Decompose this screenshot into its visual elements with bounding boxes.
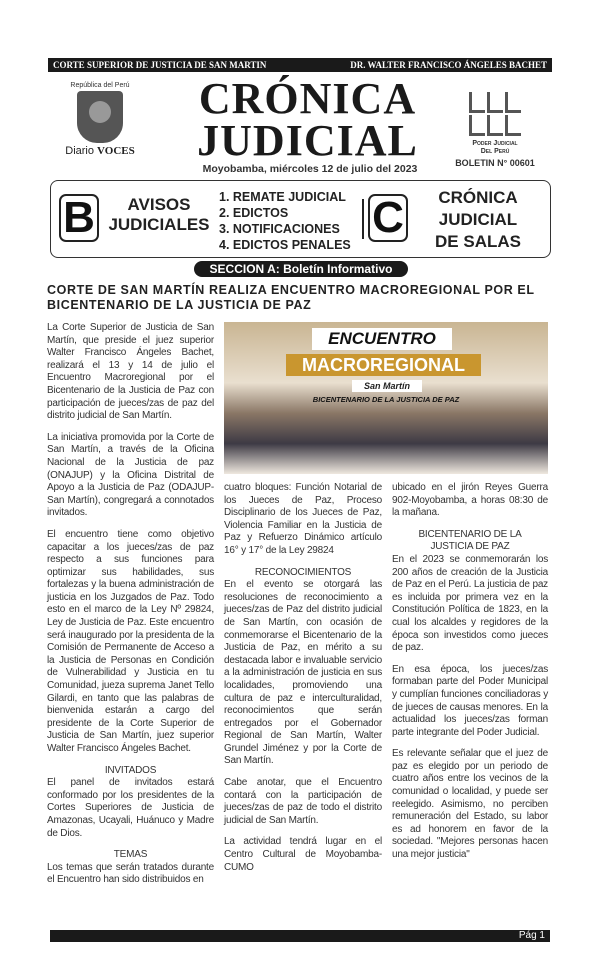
salas-line-3: DE SALAS — [435, 232, 521, 251]
coat-of-arms-icon — [77, 91, 123, 143]
paragraph: ubicado en el jirón Reyes Guerra 902-Moyobamba, a horas 08:30 de la mañana. — [392, 482, 548, 519]
pj-name — [455, 140, 535, 156]
article-column-2 — [224, 482, 382, 883]
title-line-1: CRÓNICA — [198, 74, 417, 123]
avisos-line: AVISOS — [127, 195, 191, 214]
salas-line-1: CRÓNICA — [438, 188, 518, 207]
paragraph: El encuentro tiene como objetivo capacitar a los jueces/zas de paz respecto a sus funciones para optimizar sus habilidades, sus fortalezas y la buena administración de justicia en los Juzgados de Paz. Todo esto en el marco de la Ley Nº 29824, Ley de Justicia de Paz. Este encuentro será inaugurado por la presidenta de la Comisión de Permanente de Acceso a la Justicia de Personas en Condición de Vulnerabilidad y Justicia en tu Comunidad, jueza suprema Janet Tello Gilardi, en tanto que las palabras de bienvenida estarán a cargo del presidente de la Corte Superior de Justicia de San Martín, juez superior Walter Francisco Ángeles Bachet. — [47, 528, 214, 754]
voces-label: VOCES — [97, 145, 135, 157]
article-headline: CORTE DE SAN MARTÍN REALIZA ENCUENTRO MACROREGIONAL POR EL BICENTENARIO DE LA JUSTICIA DE PAZ — [47, 283, 535, 312]
photo-caption: BICENTENARIO DE LA JUSTICIA DE PAZ — [312, 395, 460, 404]
paragraph: Es relevante señalar que el juez de paz es elegido por un periodo de cuatro años entre los vecinos de la comunidad o localidad, y puede ser reelegido. Asimismo, no perciben remuneración del Estado, su labor es ad honorem en favor de la sociedad. "Mejores personas hacen una mejor justicia" — [392, 748, 548, 861]
paragraph: La Corte Superior de Justicia de San Martín, que preside el juez superior Walter Francisco Ángeles Bachet, realizará el 13 y 14 de julio el Encuentro Macroregional por el Bicentenario de la Justicia de Paz con participación de jueces/zas de paz del distrito judicial de San Martín. — [47, 322, 214, 422]
title-line-2: JUDICIAL — [197, 116, 418, 165]
boletin-number: BOLETIN N° 00601 — [455, 158, 535, 168]
salas-line-2: JUDICIAL — [438, 210, 518, 229]
top-banner — [48, 58, 552, 72]
photo-subtitle: San Martín — [352, 380, 422, 392]
diario-voces-logo — [55, 82, 145, 157]
divider — [362, 199, 364, 239]
issue-date: Moyobamba, miércoles 12 de julio del 2023 — [202, 163, 418, 175]
paragraph: cuatro bloques: Función Notarial de los Jueces de Paz, Proceso Disciplinario de los Jueces de Paz, Violencia Familiar en la Justicia de Paz y Refuerzo Dinámico artículo 16° y 17° de la Ley 29824 — [224, 482, 382, 556]
paragraph: La actividad tendrá lugar en el Centro Cultural de Moyobamba-CUMO — [224, 836, 382, 873]
section-c-badge: C — [368, 194, 408, 242]
section-b-badge: B — [59, 194, 99, 242]
diario-label: Diario — [65, 145, 98, 157]
subheading: RECONOCIMIENTOS — [254, 566, 352, 578]
event-photo — [224, 322, 548, 474]
paragraph: Cabe anotar, que el Encuentro contará con la participación de jueces/zas de paz de todo el distrito judicial de San Martín. — [224, 777, 382, 826]
paragraph: El panel de invitados estará conformado por los presidentes de la Cortes Superiores de Justicia de Amazonas, Ucayali, Huánuco y Madre de Dios. — [47, 777, 214, 839]
paragraph: Los temas que serán tratados durante el Encuentro han sido distribuidos en — [47, 861, 214, 886]
list-item: 4. EDICTOS PENALES — [219, 238, 351, 252]
page-number: Pág 1 — [518, 930, 545, 941]
list-item: 2. EDICTOS — [219, 206, 289, 220]
article-column-3 — [392, 482, 548, 871]
pj-name-line-2: Del Perú — [480, 148, 510, 155]
paragraph: En esa época, los jueces/zas formaban parte del Poder Municipal y cumplían funciones conciliadoras y de jueces de causas menores. En la actualidad los jueces/zas forman parte integrante del Poder Judicial. — [392, 663, 548, 738]
judiciales-line: JUDICIALES — [108, 215, 210, 234]
footer-bar — [50, 930, 550, 942]
photo-title-1: ENCUENTRO — [312, 328, 452, 350]
paragraph: En el evento se otorgará las resoluciones de reconocimiento a jueces/zas de Paz del distrito judicial de San Martín, con ocasión de conmemorarse el Bicentenario de la Justicia de Paz, en mérito a su destacada labor e invaluable servicio a la administración de justicia en sus localidades, promoviendo una cultura de paz e interculturalidad, reconocimientos que serán entregados por el Gobernador Regional de San Martín, Walter Grundel Jiménez y por la Corte de San Martín. — [224, 579, 382, 767]
subheading: INVITADOS — [104, 764, 157, 776]
paragraph: La iniciativa promovida por la Corte de San Martín, a través de la Oficina Nacional de la Justicia de paz (ONAJUP) y la Oficina Distrital de Apoyo a la Justicia de Paz (ODAJUP-San Martín), congregará a connotados invitados. — [47, 431, 214, 519]
pj-emblem-icon — [469, 92, 521, 136]
subheading: TEMAS — [113, 849, 148, 861]
republica-label: República del Perú — [70, 82, 130, 89]
photo-title-2: MACROREGIONAL — [286, 354, 481, 376]
avisos-list — [219, 189, 351, 253]
poder-judicial-logo — [455, 92, 535, 168]
article-column-1 — [47, 322, 214, 896]
cronica-salas-label — [413, 187, 543, 253]
court-name: CORTE SUPERIOR DE JUSTICIA DE SAN MARTIN — [53, 60, 267, 70]
masthead-title — [185, 74, 430, 165]
president-name: DR. WALTER FRANCISCO ÁNGELES BACHET — [350, 60, 547, 70]
subheading: BICENTENARIO DE LA JUSTICIA DE PAZ — [418, 528, 522, 553]
sections-box — [50, 180, 551, 258]
list-item: 1. REMATE JUDICIAL — [219, 190, 346, 204]
avisos-judiciales-label — [99, 195, 219, 235]
pj-name-line-1: Poder Judicial — [472, 140, 518, 147]
list-item: 3. NOTIFICACIONES — [219, 222, 340, 236]
paragraph: En el 2023 se conmemorarán los 200 años de creación de la Justicia de Paz en el Perú. La justicia de paz es incluida por primera vez en la Constitución Política de 1823, en la cual los alcaldes y regidores de la época son investidos como jueces de paz. — [392, 553, 548, 654]
section-label: SECCION A: Boletín Informativo — [194, 261, 408, 277]
